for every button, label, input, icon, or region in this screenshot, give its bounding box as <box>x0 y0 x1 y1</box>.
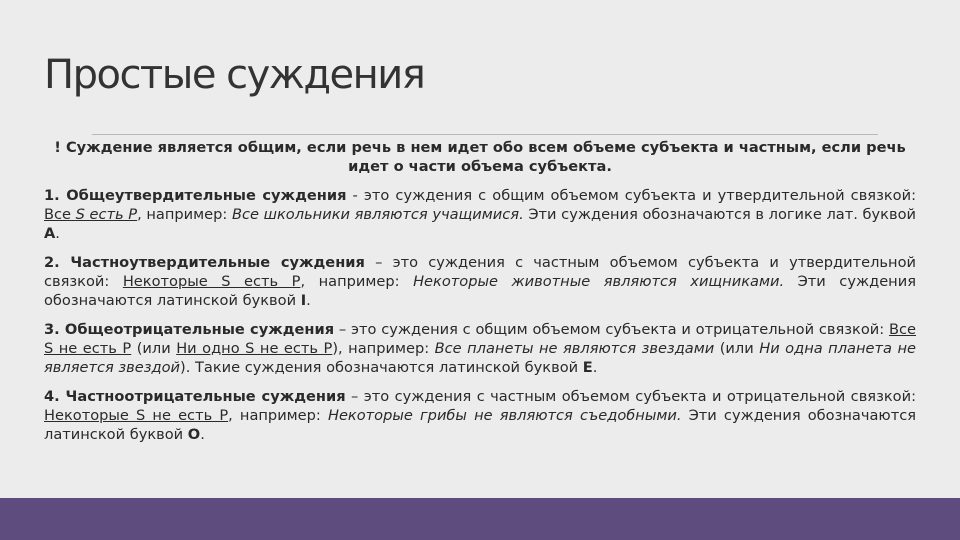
item-term: 3. Общеотрицательные суждения <box>44 321 335 338</box>
judgment-item-4 <box>44 387 916 444</box>
item-text: – это суждения с общим объемом субъекта и отрицательной связкой: <box>334 321 889 338</box>
item-text: (или <box>714 340 760 357</box>
item-end: . <box>306 292 311 309</box>
item-end: . <box>55 225 60 242</box>
item-letter: Е <box>582 359 593 376</box>
item-letter: О <box>187 426 201 443</box>
item-formula: Некоторые S не есть P <box>44 407 229 424</box>
item-text: ), например: <box>332 340 435 357</box>
item-formula: Все S есть P <box>44 206 138 223</box>
item-text: , например: <box>300 273 414 290</box>
item-text: – это суждения с частным объемом субъекта и утвердительной связкой: <box>44 254 916 290</box>
item-example: Некоторые животные являются хищниками. <box>413 273 785 290</box>
slide-content <box>44 138 916 444</box>
item-text: , например: <box>228 407 328 424</box>
item-end: . <box>592 359 598 376</box>
slide-title: Простые суждения <box>44 52 425 98</box>
item-text: Эти суждения обозначаются в логике лат. буквой <box>523 206 916 223</box>
item-end: . <box>200 426 205 443</box>
item-text: , например: <box>137 206 232 223</box>
item-example: Некоторые грибы не являются съедобными. <box>327 407 682 424</box>
judgment-item-2 <box>44 253 916 310</box>
item-text: Эти суждения обозначаются латинской буквой <box>44 273 916 309</box>
item-example: Все школьники являются учащимися. <box>231 206 524 223</box>
item-letter: I <box>300 292 307 309</box>
item-formula: Все S не есть P <box>44 321 916 357</box>
judgment-item-3 <box>44 320 916 377</box>
footer-bar <box>0 498 960 540</box>
item-term: 1. Общеутвердительные суждения <box>44 187 347 204</box>
item-text: (или <box>131 340 177 357</box>
item-text: Эти суждения обозначаются латинской буквой <box>44 407 917 443</box>
item-example-alt: Ни одна планета не является звездой <box>44 340 916 376</box>
item-term: 4. Частноотрицательные суждения <box>44 388 346 405</box>
item-formula: Некоторые S есть P <box>122 273 301 290</box>
item-example: Все планеты не являются звездами <box>434 340 715 357</box>
item-formula-alt: Ни одно S не есть P <box>176 340 333 357</box>
judgment-item-1 <box>44 186 916 243</box>
intro-note: ! Суждение является общим, если речь в нем идет обо всем объеме субъекта и частным, если речь идет о части объема субъекта. <box>54 139 906 175</box>
item-term: 2. Частноутвердительные суждения <box>44 254 365 271</box>
title-divider <box>92 134 878 135</box>
item-text: – это суждения с частным объемом субъекта и отрицательной связкой: <box>345 388 916 405</box>
item-letter: А <box>44 225 56 242</box>
item-text: - это суждения с общим объемом субъекта и утвердительной связкой: <box>346 187 916 204</box>
item-text: ). Такие суждения обозначаются латинской буквой <box>180 359 583 376</box>
